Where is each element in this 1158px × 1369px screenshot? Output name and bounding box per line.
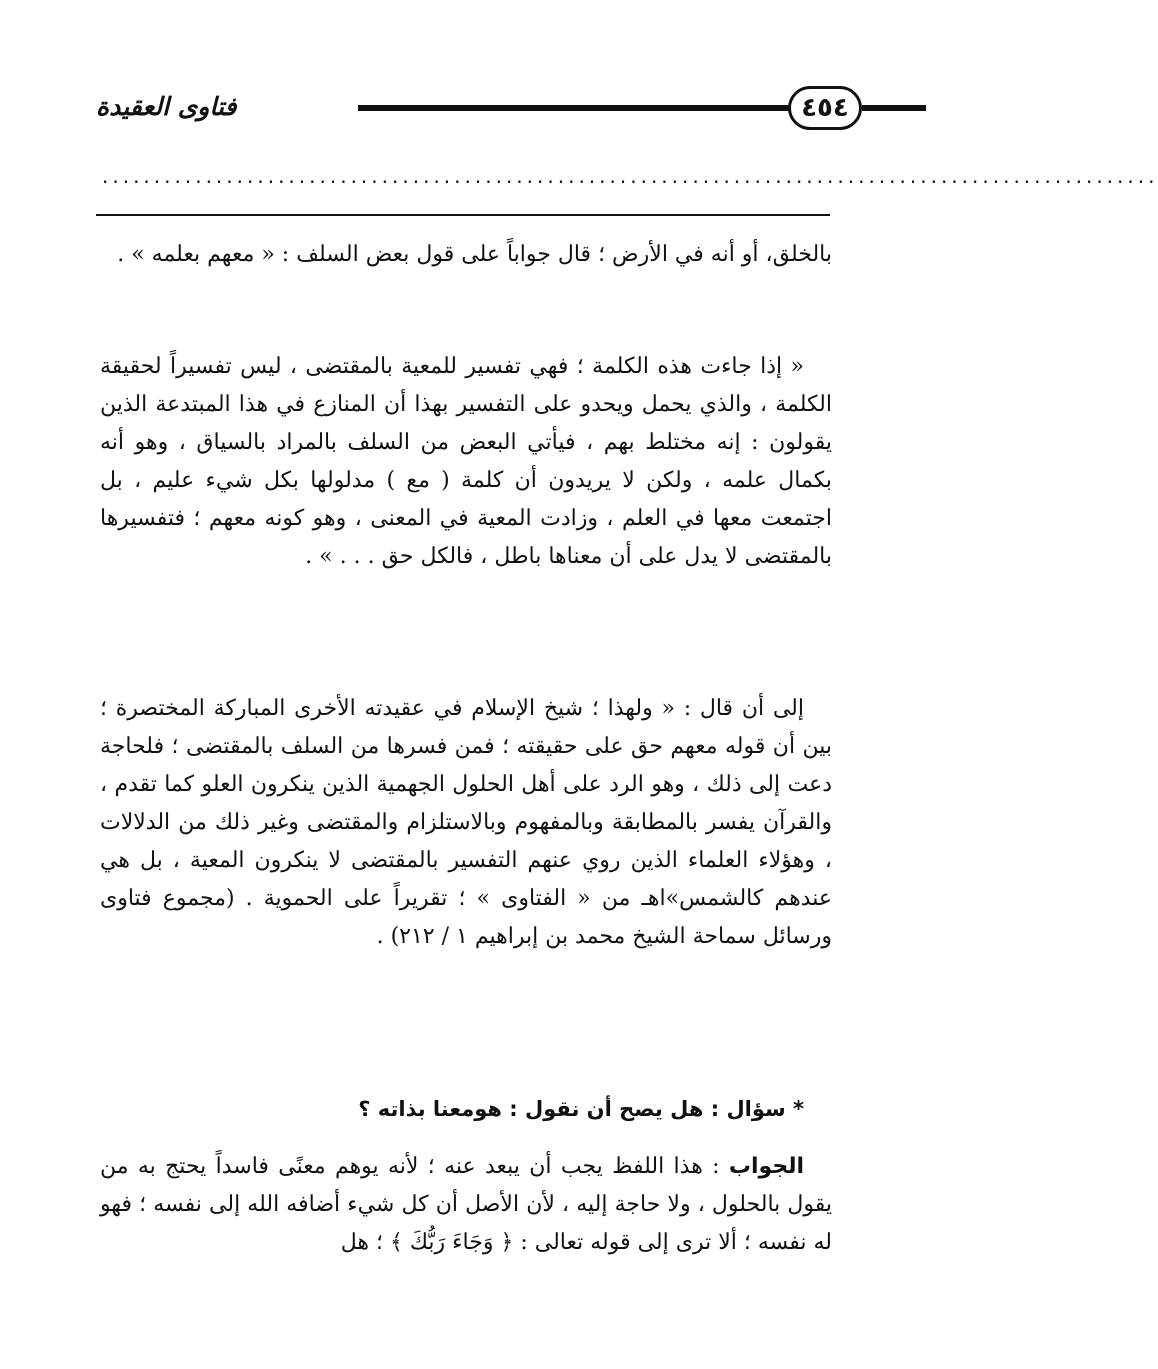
paragraph-continuation: بالخلق، أو أنه في الأرض ؛ قال جواباً على قول بعض السلف : « معهم بعلمه » . bbox=[117, 242, 832, 267]
running-title: فتاوى العقيدة bbox=[96, 92, 237, 121]
header-rule-left bbox=[358, 105, 790, 111]
question-heading bbox=[100, 1090, 832, 1128]
dotted-separator: ...................................................................................................... bbox=[102, 164, 1158, 188]
paragraph-quote-continuation-text: إلى أن قال : « ولهذا ؛ شيخ الإسلام في عقيدته الأخرى المباركة المختصرة ؛ بين أن قوله معهم حق على حقيقته ؛ فمن فسرها من السلف بالمقتضى ؛ فلحاجة دعت إلى ذلك ، وهو الرد على أهل الحلول الجهمية الذين ينكرون العلو كما تقدم ، والقرآن يفسر بالمطابقة وبالمفهوم وبالاستلزام والمقتضى وغير ذلك من الدلالات ، وهؤلاء العلماء الذين روي عنهم التفسير بالمقتضى لا ينكرون المعية ، بل هي عندهم كالشمس»اهـ من « الفتاوى » ؛ تقريراً على الحموية . (مجموع فتاوى ورسائل سماحة الشيخ محمد بن إبراهيم ١ / ٢١٢) . bbox=[100, 696, 832, 949]
header-divider bbox=[96, 214, 830, 216]
page-header bbox=[96, 78, 849, 138]
answer-text: : هذا اللفظ يجب أن يبعد عنه ؛ لأنه يوهم معنًى فاسداً يحتج به من يقول بالحلول ، ولا حاجة إليه ، لأن الأصل أن كل شيء أضافه الله إلى نفسه ؛ فهو له نفسه ؛ ألا ترى إلى قوله تعالى : ﴿ وَجَاءَ رَبُّكَ ﴾ ؛ هل bbox=[100, 1154, 832, 1255]
answer-paragraph bbox=[100, 1148, 832, 1262]
quoted-paragraph bbox=[100, 348, 832, 576]
answer-label: الجواب bbox=[728, 1154, 804, 1179]
question-heading-text: * سؤال : هل يصح أن نقول : هومعنا بذاته ؟ bbox=[358, 1097, 804, 1121]
header-rule-right bbox=[862, 105, 926, 111]
paragraph-quote-continuation bbox=[100, 690, 832, 956]
page-number-frame bbox=[788, 86, 862, 130]
quoted-paragraph-text: « إذا جاءت هذه الكلمة ؛ فهي تفسير للمعية بالمقتضى ، ليس تفسيراً لحقيقة الكلمة ، والذي يحمل ويحدو على التفسير بهذا أن المنازع في هذا المبتدعة الذين يقولون : إنه مختلط بهم ، فيأتي البعض من السلف بالمراد بالسياق ، وهو أنه بكمال علمه ، ولكن لا يريدون أن كلمة ( مع ) مدلولها بكل شيء عليم ، بل اجتمعت معها في العلم ، وزادت المعية في المعنى ، وهو كونه معهم ؛ فتفسيرها بالمقتضى لا يدل على أن معناها باطل ، فالكل حق . . . » . bbox=[100, 354, 832, 569]
page-number: ٤٥٤ bbox=[801, 93, 849, 123]
